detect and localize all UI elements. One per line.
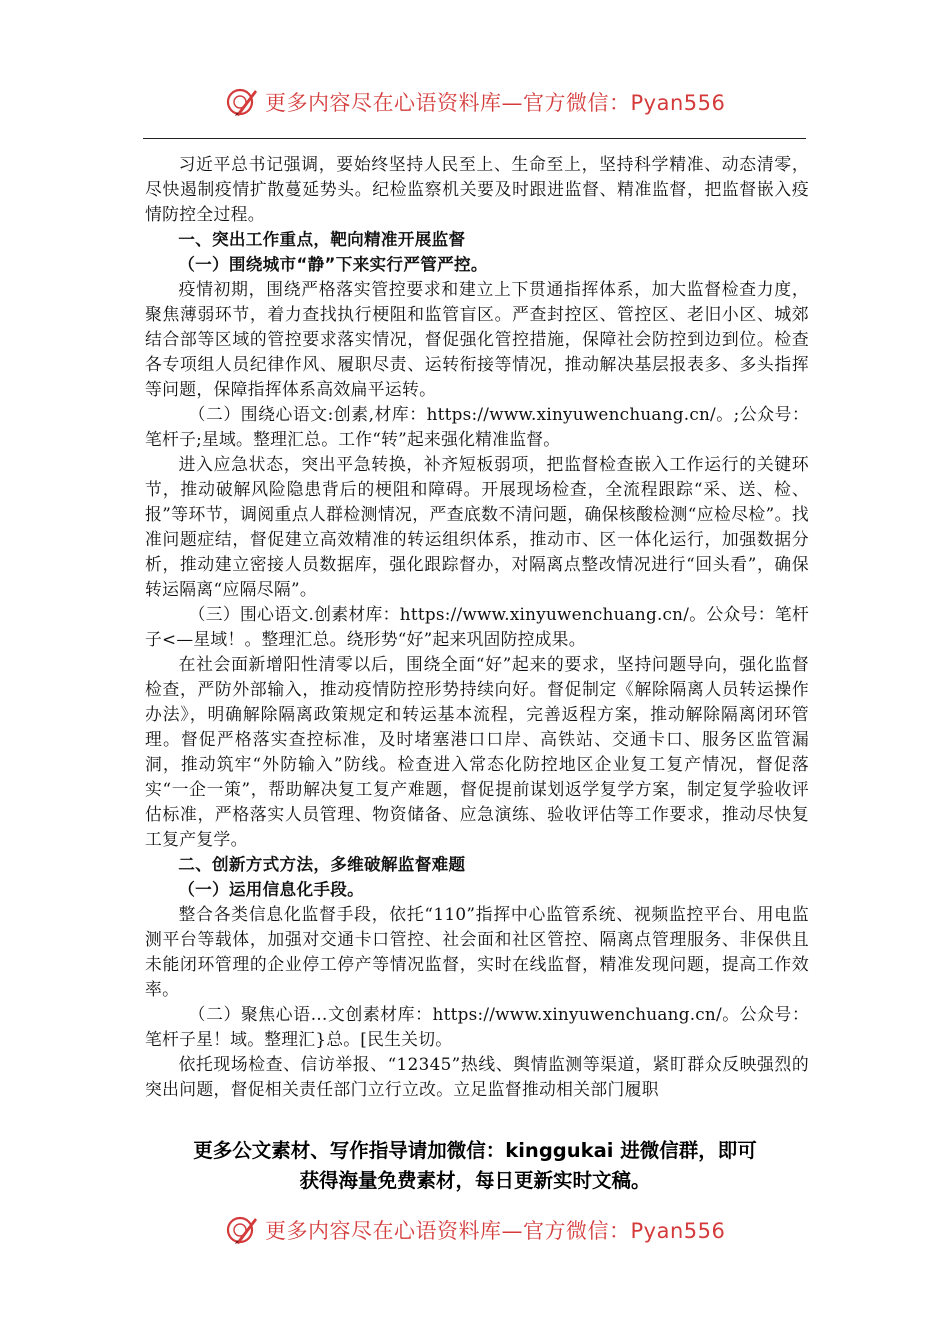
section-1-3-paragraph: 在社会面新增阳性清零以后，围绕全面“好”起来的要求，坚持问题导向，强化监督检查，严防外部输入，推动疫情防控形势持续向好。督促制定《解除隔离人员转运操作办法》，明确解除隔离政策规定和转运基本流程，完善返程方案，推动解除隔离闭环管理。督促严格落实查控标准，及时堵塞港口口岸、高铁站、交通卡口、服务区监管漏洞，推动筑牢“外防输入”防线。检查进入常态化防控地区企业复工复产情况，督促落实“一企一策”，帮助解决复工复产难题，督促提前谋划返学复学方案，制定复学验收评估标准，严格落实人员管理、物资储备、应急演练、验收评估等工作要求，推动尽快复工复产复学。: [145, 654, 809, 849]
section-1-2-heading: （二）围绕心语文:创素,材库：https://www.xinyuwenchuang.cn/。;公众号：笔杆子;星域。整理汇总。工作“转”起来强化精准监督。: [145, 404, 809, 449]
pen-logo-icon: [225, 85, 259, 119]
promo-line-1: 更多公文素材、写作指导请加微信：kinggukai 进微信群，即可: [193, 1139, 757, 1162]
section-2-1-heading: （一）运用信息化手段。: [178, 880, 365, 899]
watermark-text: 更多内容尽在心语资料库—官方微信：Pyan556: [265, 1219, 726, 1243]
intro-paragraph: 习近平总书记强调，要始终坚持人民至上、生命至上，坚持科学精准、动态清零，尽快遏制疫情扩散蔓延势头。纪检监察机关要及时跟进监督、精准监督，把监督嵌入疫情防控全过程。: [145, 154, 809, 224]
section-1-heading: 一、突出工作重点，靶向精准开展监督: [178, 230, 466, 249]
document-body: [145, 152, 809, 1102]
section-2-1-paragraph: 整合各类信息化监督手段，依托“110”指挥中心监管系统、视频监控平台、用电监测平台等载体，加强对交通卡口管控、社会面和社区管控、隔离点管理服务、非保供且未能闭环管理的企业停工停产等情况监督，实时在线监督，精准发现问题，提高工作效率。: [145, 904, 809, 999]
watermark-text: 更多内容尽在心语资料库—官方微信：Pyan556: [265, 91, 726, 115]
header-watermark: [225, 82, 745, 122]
section-1-1-paragraph: 疫情初期，围绕严格落实管控要求和建立上下贯通指挥体系，加大监督检查力度，聚焦薄弱环节，着力查找执行梗阻和监管盲区。严查封控区、管控区、老旧小区、城郊结合部等区域的管控要求落实情况，督促强化管控措施，保障社会防控到边到位。检查各专项组人员纪律作风、履职尽责、运转衔接等情况，推动解决基层报表多、多头指挥等问题，保障指挥体系高效扁平运转。: [145, 279, 809, 399]
promo-banner: [95, 1136, 855, 1196]
section-1-2-paragraph: 进入应急状态，突出平急转换，补齐短板弱项，把监督检查嵌入工作运行的关键环节，推动破解风险隐患背后的梗阻和障碍。开展现场检查，全流程跟踪“采、送、检、报”等环节，调阅重点人群检测情况，严查底数不清问题，确保核酸检测“应检尽检”。找准问题症结，督促建立高效精准的转运组织体系，推动市、区一体化运行，加强数据分析，推动建立密接人员数据库，强化跟踪督办，对隔离点整改情况进行“回头看”，确保转运隔离“应隔尽隔”。: [145, 454, 809, 599]
section-1-3-heading: （三）围心语文.创素材库：https://www.xinyuwenchuang.cn/。公众号：笔杆子<—星域！。整理汇总。绕形势“好”起来巩固防控成果。: [145, 604, 809, 649]
footer-watermark: [225, 1210, 745, 1250]
pen-logo-icon: [225, 1213, 259, 1247]
section-1-1-heading: （一）围绕城市“静”下来实行严管严控。: [178, 255, 488, 274]
header-divider: [143, 138, 806, 139]
promo-line-2: 获得海量免费素材，每日更新实时文稿。: [299, 1169, 651, 1192]
section-2-heading: 二、创新方式方法，多维破解监督难题: [178, 855, 466, 874]
section-2-2-heading: （二）聚焦心语…文创素材库：https://www.xinyuwenchuang.cn/。公众号：笔杆子星！域。整理汇}总。[民生关切。: [145, 1004, 809, 1049]
section-2-2-paragraph: 依托现场检查、信访举报、“12345”热线、舆情监测等渠道，紧盯群众反映强烈的突出问题，督促相关责任部门立行立改。立足监督推动相关部门履职: [145, 1054, 809, 1099]
